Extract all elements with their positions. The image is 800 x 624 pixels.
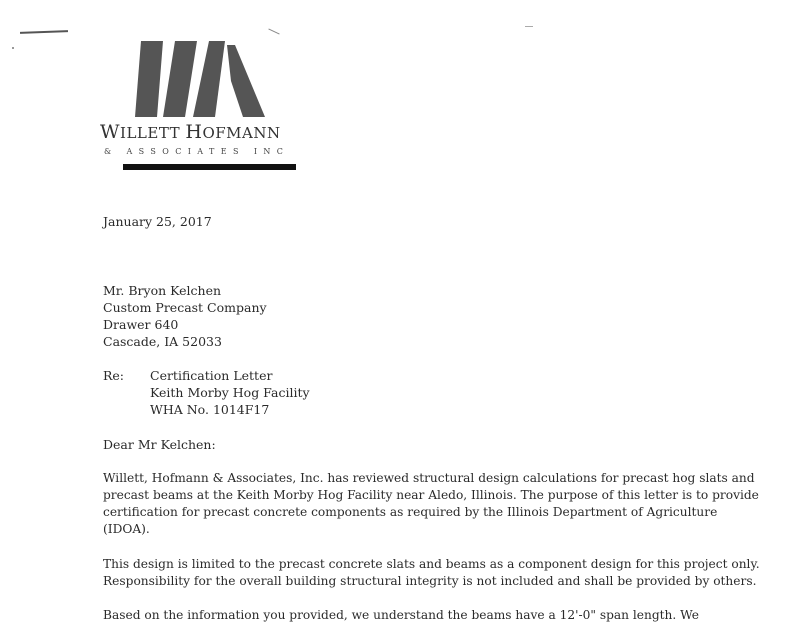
recipient-address-line: Cascade, IA 52033 [103, 334, 222, 349]
recipient-address-line: Drawer 640 [103, 317, 179, 332]
scan-mark [20, 30, 68, 34]
paragraph-line: Responsibility for the overall building structural integrity is not included and shall be provided by others. [103, 574, 757, 588]
paragraph-line: (IDOA). [103, 522, 150, 536]
body-paragraph [103, 607, 699, 624]
company-name: WILLETT HOFMANN [100, 121, 281, 143]
scan-mark [525, 26, 533, 27]
scan-mark [268, 29, 279, 35]
scan-mark [12, 47, 14, 49]
paragraph-line: Willett, Hofmann & Associates, Inc. has reviewed structural design calculations for precast hog slats and [103, 471, 755, 485]
paragraph-line: Based on the information you provided, we understand the beams have a 12'-0" span length. We [103, 608, 699, 622]
re-line: Keith Morby Hog Facility [150, 385, 310, 400]
re-line: WHA No. 1014F17 [150, 402, 270, 417]
salutation: Dear Mr Kelchen: [103, 437, 216, 452]
paragraph-line: certification for precast concrete components as required by the Illinois Department of Agriculture [103, 505, 718, 519]
re-subject-block [150, 367, 310, 418]
recipient-company: Custom Precast Company [103, 300, 267, 315]
recipient-address-block [103, 282, 267, 350]
re-label: Re: [103, 368, 125, 383]
paragraph-line: precast beams at the Keith Morby Hog Facility near Aledo, Illinois. The purpose of this letter is to provide [103, 488, 759, 502]
body-paragraph [103, 470, 759, 538]
paragraph-line: This design is limited to the precast concrete slats and beams as a component design for this project only. [103, 557, 760, 571]
letter-date: January 25, 2017 [103, 214, 212, 229]
company-logo-icon [135, 41, 267, 117]
letterhead-divider [123, 164, 296, 170]
re-line: Certification Letter [150, 368, 273, 383]
body-paragraph [103, 556, 760, 590]
company-subtitle: & ASSOCIATES INC [104, 147, 290, 156]
recipient-name: Mr. Bryon Kelchen [103, 283, 222, 298]
